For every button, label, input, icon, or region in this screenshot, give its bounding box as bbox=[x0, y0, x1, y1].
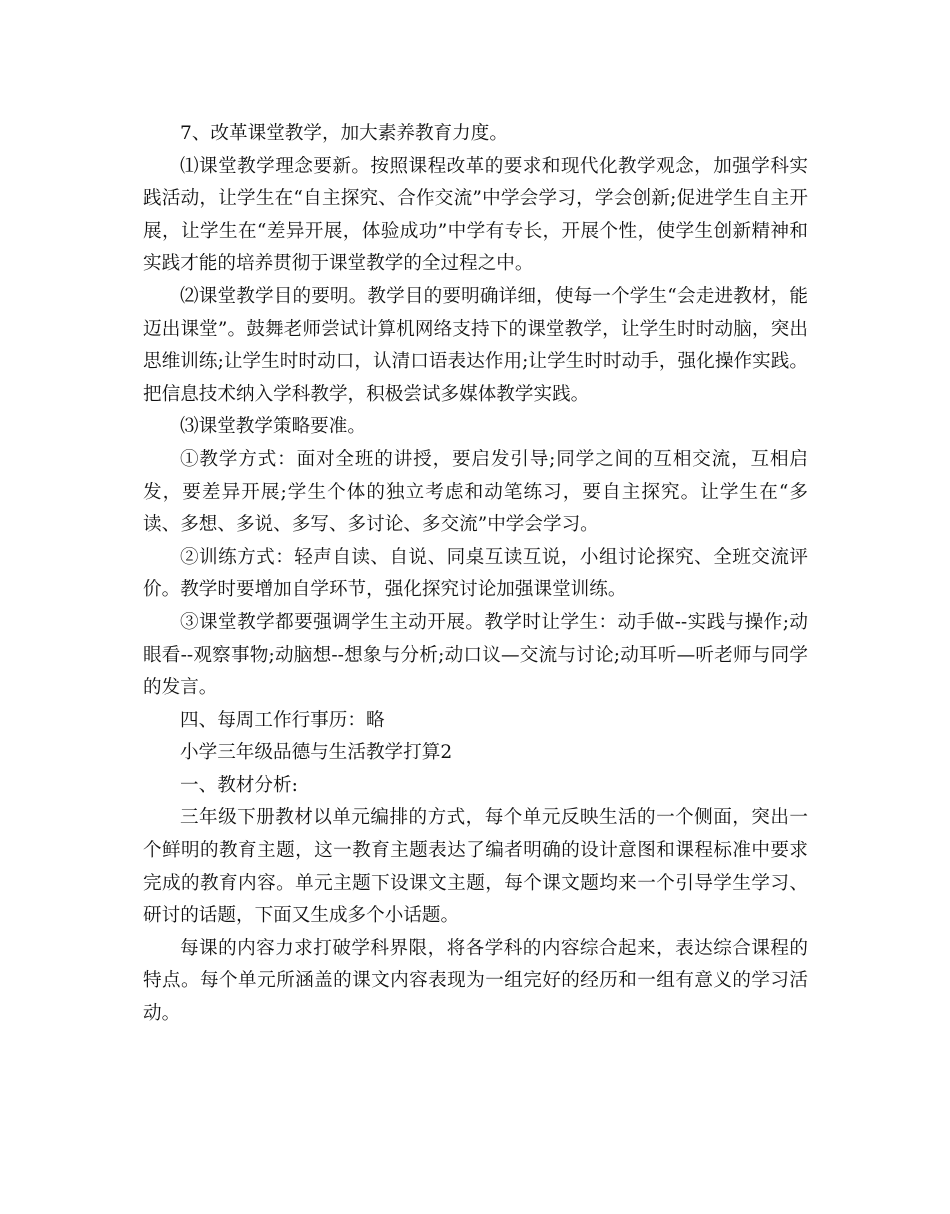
paragraph-active-learning: ③课堂教学都要强调学生主动开展。教学时让学生：动手做--实践与操作;动眼看--观察事物;动脑想--想象与分析;动口议—交流与讨论;动耳听—听老师与同学的发言。 bbox=[143, 611, 808, 699]
document-page bbox=[143, 118, 808, 1031]
paragraph-weekly-schedule: 四、每周工作行事历：略 bbox=[180, 709, 385, 731]
paragraph-training-method: ②训练方式：轻声自读、自说、同桌互读互说，小组讨论探究、全班交流评价。教学时要增加自学环节，强化探究讨论加强课堂训练。 bbox=[143, 546, 808, 601]
paragraph-textbook-analysis: 三年级下册教材以单元编排的方式，每个单元反映生活的一个侧面，突出一个鲜明的教育主题，这一教育主题表达了编者明确的设计意图和课程标准中要求完成的教育内容。单元主题下设课文主题，每个课文题均来一个引导学生学习、研讨的话题，下面又生成多个小话题。 bbox=[143, 807, 808, 927]
paragraph-textbook-analysis-heading: 一、教材分析: bbox=[180, 774, 298, 796]
paragraph-reform-heading: 7、改革课堂教学，加大素养教育力度。 bbox=[180, 123, 508, 144]
paragraph-teaching-strategy: ⑶课堂教学策略要准。 bbox=[180, 416, 366, 438]
paragraph-plan-title: 小学三年级品德与生活教学打算2 bbox=[180, 742, 453, 764]
paragraph-teaching-goal: ⑵课堂教学目的要明。教学目的要明确详细，使每一个学生“会走进教材，能迈出课堂”。鼓舞老师尝试计算机网络支持下的课堂教学，让学生时时动脑，突出思维训练;让学生时时动口，认清口语表达作用;让学生时时动手，强化操作实践。把信息技术纳入学科教学，积极尝试多媒体教学实践。 bbox=[143, 285, 808, 405]
paragraph-teaching-method: ①教学方式：面对全班的讲授，要启发引导;同学之间的互相交流，互相启发，要差异开展;学生个体的独立考虑和动笔练习，要自主探究。让学生在“多读、多想、多说、多写、多讨论、多交流”中学会学习。 bbox=[143, 448, 808, 536]
paragraph-integrated-content: 每课的内容力求打破学科界限，将各学科的内容综合起来，表达综合课程的特点。每个单元所涵盖的课文内容表现为一组完好的经历和一组有意义的学习活动。 bbox=[143, 937, 808, 1025]
paragraph-teaching-concept: ⑴课堂教学理念要新。按照课程改革的要求和现代化教学观念，加强学科实践活动，让学生在“自主探究、合作交流”中学会学习，学会创新;促进学生自主开展，让学生在“差异开展，体验成功”中学有专长，开展个性，使学生创新精神和实践才能的培养贯彻于课堂教学的全过程之中。 bbox=[143, 155, 808, 275]
